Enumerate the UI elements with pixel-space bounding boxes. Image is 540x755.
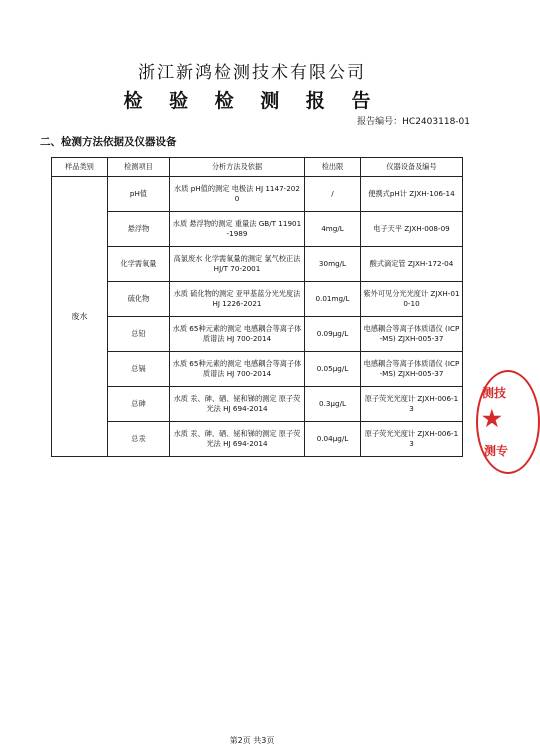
instrument-cell: 酸式滴定管 ZJXH-172-04 [361, 247, 463, 282]
method-cell: 水质 硫化物的测定 亚甲基蓝分光光度法 HJ 1226-2021 [170, 282, 305, 317]
method-cell: 水质 汞、砷、硒、铋和锑的测定 原子荧光法 HJ 694-2014 [170, 387, 305, 422]
report-number-label: 报告编号： [357, 117, 403, 127]
method-cell: 水质 悬浮物的测定 重量法 GB/T 11901-1989 [170, 212, 305, 247]
header-method: 分析方法及依据 [170, 158, 305, 177]
instrument-cell: 原子荧光光度计 ZJXH-006-13 [361, 387, 463, 422]
item-cell: 化学需氧量 [108, 247, 170, 282]
star-icon: ★ [482, 406, 502, 432]
header-sample-category: 样品类别 [52, 158, 108, 177]
report-title: 检 验 检 测 报 告 [123, 90, 381, 112]
limit-cell: 0.01mg/L [305, 282, 361, 317]
table-row [52, 352, 463, 387]
report-number [357, 114, 470, 127]
method-cell: 高氯废水 化学需氧量的测定 氯气校正法 HJ/T 70-2001 [170, 247, 305, 282]
page-number: 第2页 共3页 [229, 736, 275, 745]
inspection-seal [476, 370, 540, 474]
limit-cell: / [305, 177, 361, 212]
limit-cell: 30mg/L [305, 247, 361, 282]
limit-cell: 4mg/L [305, 212, 361, 247]
instrument-cell: 电子天平 ZJXH-008-09 [361, 212, 463, 247]
seal-bottom-text: 测专 [484, 444, 509, 458]
instrument-cell: 原子荧光光度计 ZJXH-006-13 [361, 422, 463, 457]
header-instrument: 仪器设备及编号 [361, 158, 463, 177]
limit-cell: 0.09μg/L [305, 317, 361, 352]
item-cell: 硫化物 [108, 282, 170, 317]
method-cell: 水质 65种元素的测定 电感耦合等离子体质谱法 HJ 700-2014 [170, 352, 305, 387]
table-row [52, 177, 463, 212]
item-cell: pH值 [108, 177, 170, 212]
method-cell: 水质 pH值的测定 电极法 HJ 1147-2020 [170, 177, 305, 212]
item-cell: 总汞 [108, 422, 170, 457]
instrument-cell: 电感耦合等离子体质谱仪 (ICP-MS) ZJXH-005-37 [361, 317, 463, 352]
limit-cell: 0.05μg/L [305, 352, 361, 387]
table-row [52, 247, 463, 282]
instrument-cell: 便携式pH计 ZJXH-106-14 [361, 177, 463, 212]
sample-category-cell: 废水 [52, 177, 108, 457]
report-number-value: HC2403118-01 [402, 117, 470, 127]
table-row [52, 212, 463, 247]
item-cell: 悬浮物 [108, 212, 170, 247]
method-cell: 水质 65种元素的测定 电感耦合等离子体质谱法 HJ 700-2014 [170, 317, 305, 352]
header-test-item: 检测项目 [108, 158, 170, 177]
section-title: 二、检测方法依据及仪器设备 [40, 136, 177, 148]
table-row [52, 282, 463, 317]
table-row [52, 422, 463, 457]
instrument-cell: 紫外可见分光光度计 ZJXH-010-10 [361, 282, 463, 317]
table-row [52, 387, 463, 422]
methods-table [51, 157, 463, 457]
item-cell: 总铅 [108, 317, 170, 352]
company-name: 浙江新鸿检测技术有限公司 [138, 63, 366, 83]
instrument-cell: 电感耦合等离子体质谱仪 (ICP-MS) ZJXH-005-37 [361, 352, 463, 387]
table-row [52, 317, 463, 352]
table-header-row [52, 158, 463, 177]
limit-cell: 0.3μg/L [305, 387, 361, 422]
seal-top-text: 测技 [482, 386, 507, 400]
method-cell: 水质 汞、砷、硒、铋和锑的测定 原子荧光法 HJ 694-2014 [170, 422, 305, 457]
header-detection-limit: 检出限 [305, 158, 361, 177]
item-cell: 总镉 [108, 352, 170, 387]
limit-cell: 0.04μg/L [305, 422, 361, 457]
item-cell: 总砷 [108, 387, 170, 422]
